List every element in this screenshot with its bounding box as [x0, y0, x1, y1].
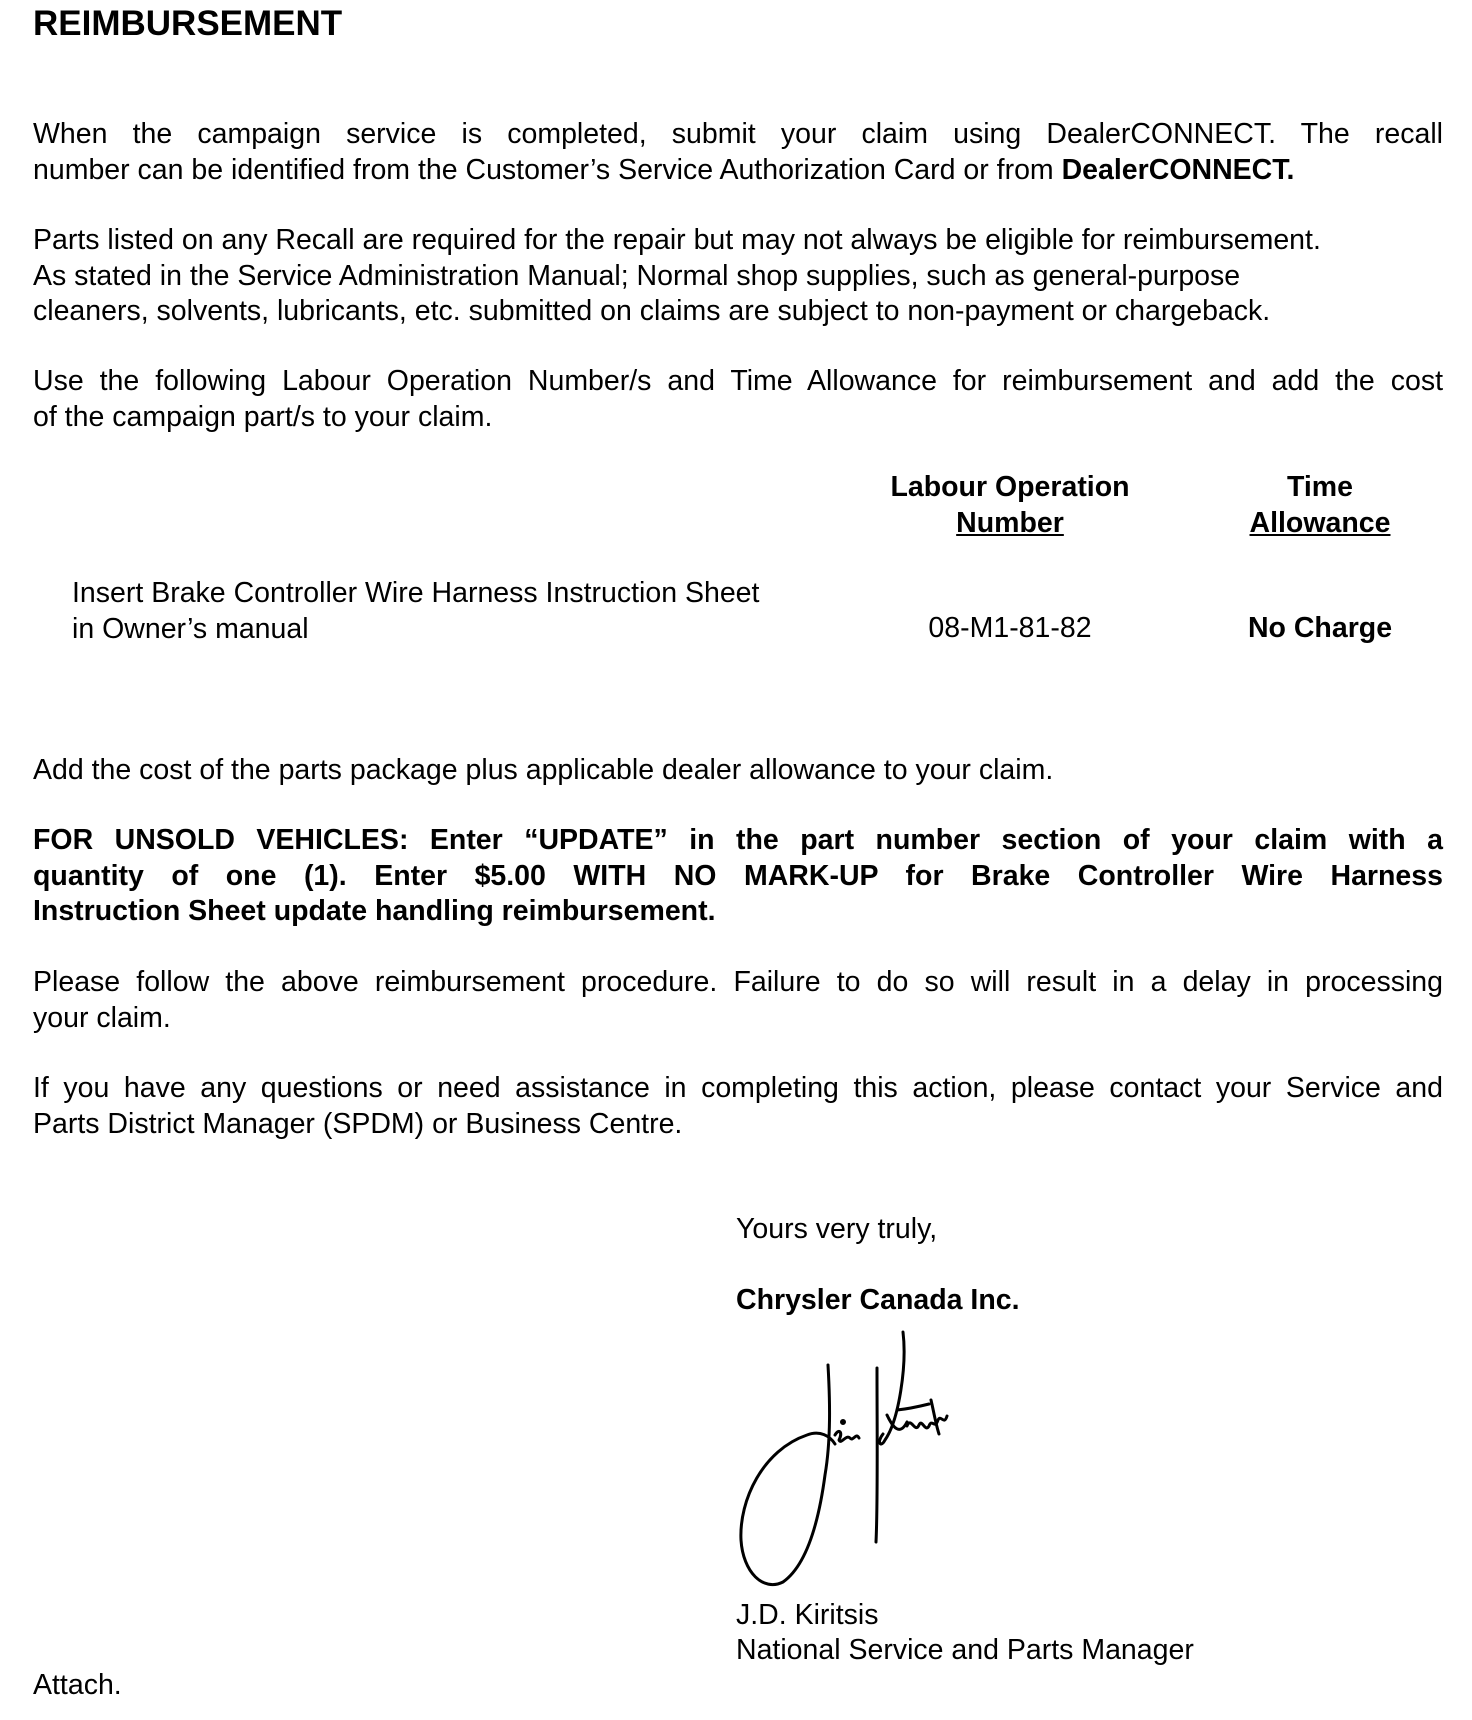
paragraph-unsold-vehicles	[33, 823, 1443, 930]
paragraph-follow-procedure	[33, 965, 1443, 1036]
signer-name: J.D. Kiritsis	[736, 1599, 879, 1631]
paragraph-line: Use the following Labour Operation Number/s and Time Allowance for reimbursement and add the cost	[33, 365, 1443, 397]
paragraph-line: If you have any questions or need assistance in completing this action, please contact your Service and	[33, 1072, 1443, 1104]
table-header-labour-operation	[860, 470, 1160, 541]
closing-salutation: Yours very truly,	[736, 1213, 938, 1245]
header-line: Allowance	[1249, 506, 1391, 539]
row-desc-line: in Owner’s manual	[72, 612, 309, 645]
paragraph-line: As stated in the Service Administration Manual; Normal shop supplies, such as general-purpose	[33, 259, 1241, 292]
attachment-note: Attach.	[33, 1669, 122, 1701]
paragraph-line: Parts listed on any Recall are required for the repair but may not always be eligible for reimbursement.	[33, 224, 1321, 256]
paragraph-line: Please follow the above reimbursement procedure. Failure to do so will result in a delay in processing	[33, 966, 1443, 998]
paragraph-line	[33, 153, 1443, 189]
table-row-description	[72, 576, 759, 647]
paragraph-line: When the campaign service is completed, submit your claim using DealerCONNECT. The recall	[33, 118, 1443, 150]
company-name: Chrysler Canada Inc.	[736, 1284, 1020, 1316]
paragraph-line: cleaners, solvents, lubricants, etc. submitted on claims are subject to non-payment or chargeback.	[33, 295, 1271, 327]
paragraph-line: quantity of one (1). Enter $5.00 WITH NO MARK-UP for Brake Controller Wire Harness	[33, 859, 1443, 892]
table-row-labour-operation: 08-M1-81-82	[928, 612, 1092, 644]
paragraph-text: number can be identified from the Customer’s Service Authorization Card or from	[33, 153, 1062, 186]
table-header-time-allowance	[1200, 470, 1440, 541]
paragraph-claim-submission	[33, 117, 1443, 188]
paragraph-parts-eligibility	[33, 223, 1443, 330]
paragraph-line: Instruction Sheet update handling reimbursement.	[33, 895, 716, 927]
header-line: Labour Operation	[890, 471, 1130, 503]
paragraph-line: of the campaign part/s to your claim.	[33, 400, 493, 433]
header-line: Number	[956, 506, 1064, 539]
paragraph-contact	[33, 1071, 1443, 1142]
table-row-time-allowance: No Charge	[1247, 612, 1393, 644]
row-desc-line: Insert Brake Controller Wire Harness Instruction Sheet	[72, 577, 760, 609]
paragraph-line: Parts District Manager (SPDM) or Business Centre.	[33, 1107, 683, 1140]
signer-title: National Service and Parts Manager	[736, 1634, 1194, 1666]
paragraph-labour-instructions	[33, 364, 1443, 435]
dealerconnect-emphasis: DealerCONNECT.	[1061, 153, 1295, 186]
paragraph-line: your claim.	[33, 1001, 171, 1034]
paragraph-line: FOR UNSOLD VEHICLES: Enter “UPDATE” in the part number section of your claim with a	[33, 824, 1443, 856]
page-heading: REIMBURSEMENT	[33, 4, 343, 43]
paragraph-parts-cost: Add the cost of the parts package plus applicable dealer allowance to your claim.	[33, 754, 1054, 786]
header-line: Time	[1286, 471, 1353, 503]
handwritten-signature	[735, 1330, 995, 1595]
